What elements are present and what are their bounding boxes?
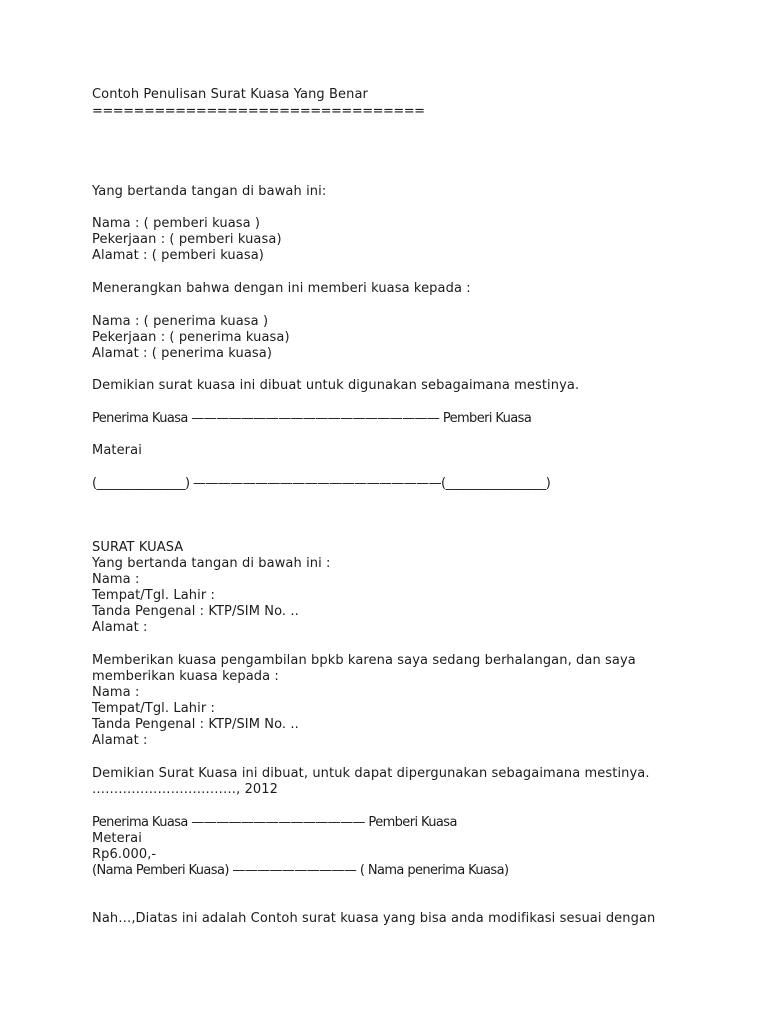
example2-stamp-value: Rp6.000,- [92, 847, 157, 862]
example2-statement-line2: memberikan kuasa kepada : [92, 669, 279, 684]
example2-title: SURAT KUASA [92, 540, 184, 555]
example1-receiver-name: Nama : ( penerima kuasa ) [92, 314, 269, 329]
example2-receiver-name: Nama : [92, 685, 140, 700]
example2-intro: Yang bertanda tangan di bawah ini : [92, 556, 331, 571]
example2-giver-address: Alamat : [92, 620, 148, 635]
example2-giver-name: Nama : [92, 572, 140, 587]
example2-stamp-label: Meterai [92, 831, 142, 846]
heading-rule: ================================ [92, 104, 425, 119]
example1-receiver-address: Alamat : ( penerima kuasa) [92, 346, 272, 361]
example2-receiver-address: Alamat : [92, 733, 148, 748]
footer-note: Nah…,Diatas ini adalah Contoh surat kuasa yang bisa anda modifikasi sesuai dengan [92, 911, 656, 926]
example2-giver-id: Tanda Pengenal : KTP/SIM No. .. [92, 604, 299, 619]
example1-statement: Menerangkan bahwa dengan ini memberi kuasa kepada : [92, 281, 471, 296]
example2-signature-names: (Nama Pemberi Kuasa) —————————— ( Nama penerima Kuasa) [92, 863, 509, 878]
example1-giver-address: Alamat : ( pemberi kuasa) [92, 248, 264, 263]
example2-place-date: ……………………………, 2012 [92, 782, 279, 797]
example2-closing: Demikian Surat Kuasa ini dibuat, untuk dapat dipergunakan sebagaimana mestinya. [92, 766, 650, 781]
document-heading: Contoh Penulisan Surat Kuasa Yang Benar [92, 87, 368, 102]
example1-giver-job: Pekerjaan : ( pemberi kuasa) [92, 232, 282, 247]
example2-signature-labels: Penerima Kuasa —————————————— Pemberi Kuasa [92, 815, 457, 830]
example2-statement-line1: Memberikan kuasa pengambilan bpkb karena saya sedang berhalangan, dan saya [92, 653, 636, 668]
example2-giver-birth: Tempat/Tgl. Lahir : [92, 588, 215, 603]
example1-stamp-label: Materai [92, 443, 142, 458]
example1-giver-name: Nama : ( pemberi kuasa ) [92, 216, 261, 231]
example2-receiver-id: Tanda Pengenal : KTP/SIM No. .. [92, 717, 299, 732]
example1-receiver-job: Pekerjaan : ( penerima kuasa) [92, 330, 290, 345]
example1-intro: Yang bertanda tangan di bawah ini: [92, 184, 327, 199]
example1-signature-lines: (_______________) ————————————————————(_________________) [92, 476, 551, 491]
example2-receiver-birth: Tempat/Tgl. Lahir : [92, 701, 215, 716]
example1-signature-labels: Penerima Kuasa ———————————————————— Pemberi Kuasa [92, 411, 532, 426]
example1-closing: Demikian surat kuasa ini dibuat untuk digunakan sebagaimana mestinya. [92, 378, 580, 393]
